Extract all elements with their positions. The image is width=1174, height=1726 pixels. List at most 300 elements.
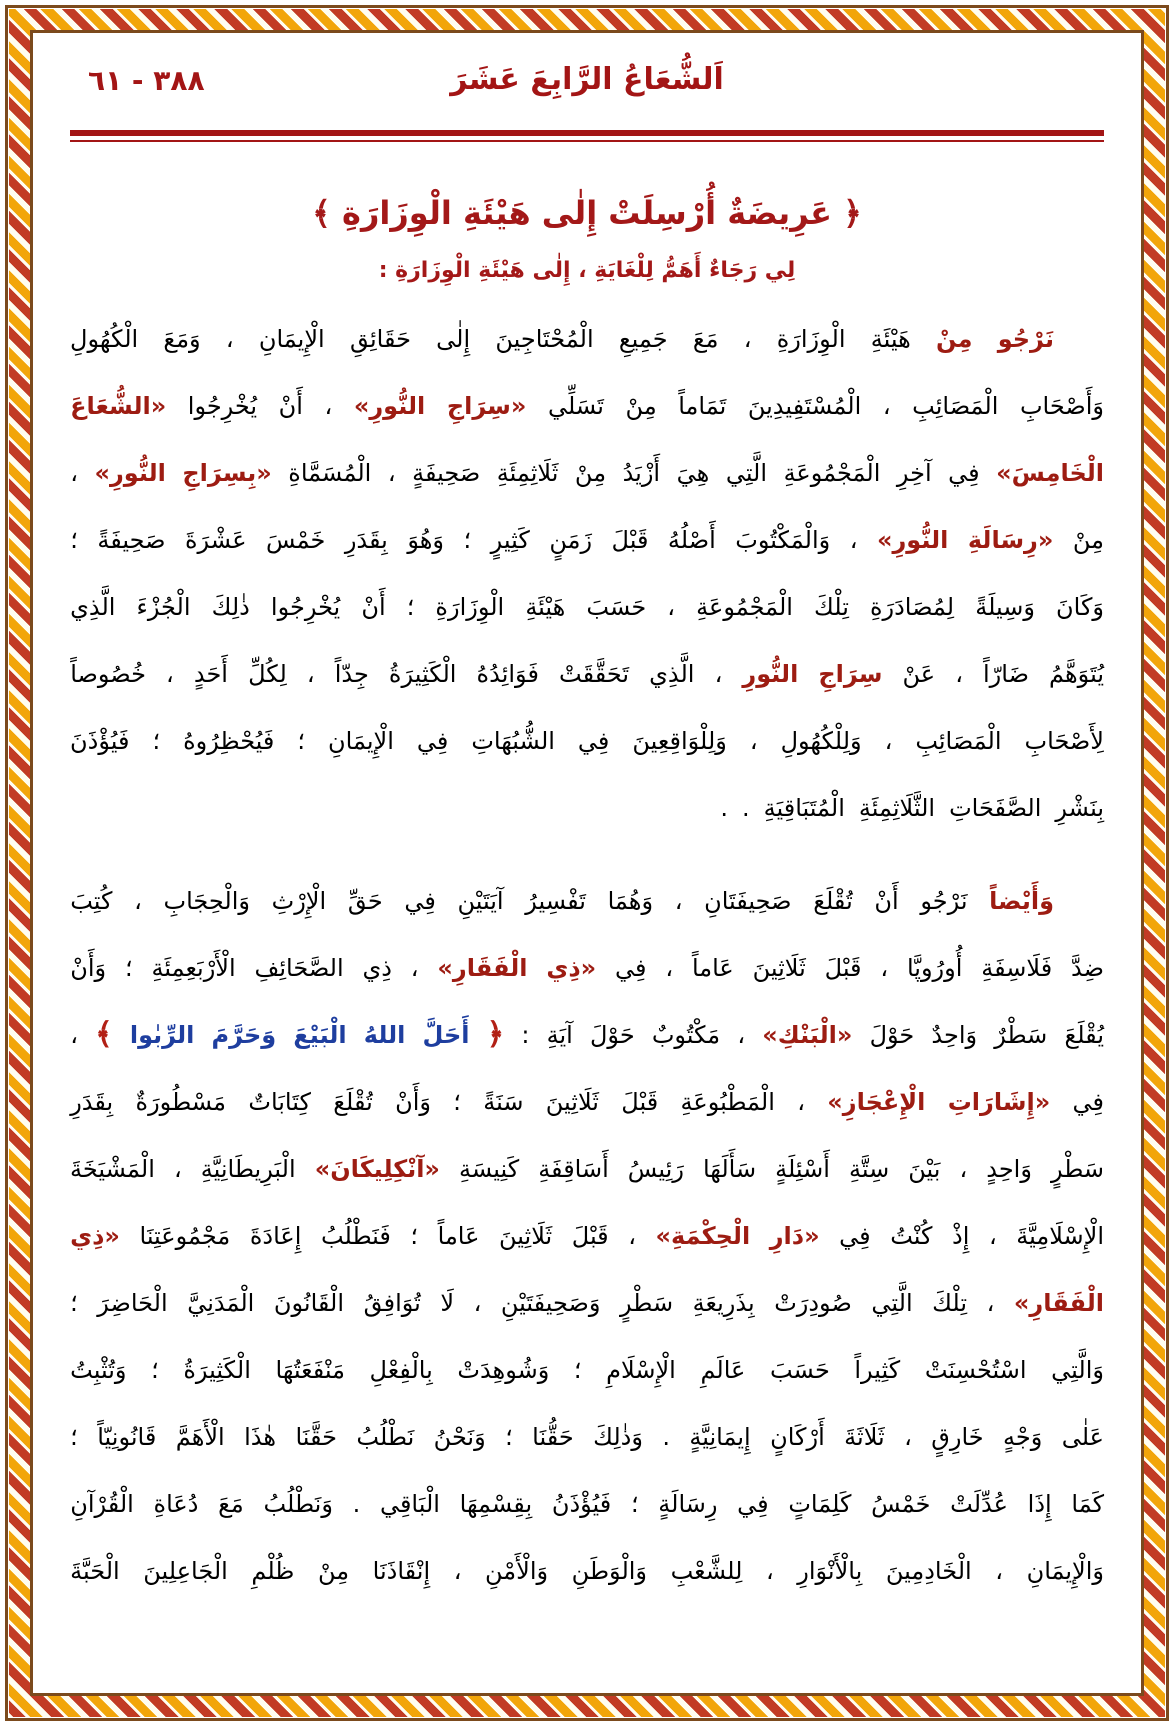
text-segment: وَالَّتِي <box>1051 1355 1104 1384</box>
text-segment: الْمَصَائِبِ <box>915 726 1002 755</box>
section-subtitle: لِي رَجَاءٌ أَهَمُّ لِلْغَايَةِ ، إِلٰى هَيْئَةِ الْوِزَارَةِ : <box>378 258 796 283</box>
text-segment: سَطْرٌ <box>994 1020 1048 1049</box>
text-segment: ، <box>959 1154 968 1183</box>
text-segment: وَهُمَا <box>607 886 654 915</box>
text-segment: وَأَصْحَابِ <box>1019 391 1104 420</box>
text-segment: ، <box>306 659 315 688</box>
text-segment: ظُلْمِ <box>251 1556 295 1585</box>
text-segment: ، <box>765 1556 774 1585</box>
text-segment: عَنْ <box>902 659 936 688</box>
text-segment: ، <box>849 525 858 554</box>
text-segment: ، <box>667 592 676 621</box>
text-segment: ، <box>880 953 889 982</box>
text-segment: مِنْ <box>317 1556 350 1585</box>
body-line <box>70 506 1104 573</box>
body-line <box>70 1135 1104 1202</box>
text-segment: هِيَ <box>676 458 710 487</box>
text-segment: خَمْسَ <box>266 525 326 554</box>
text-segment: ؛ <box>124 953 133 982</box>
text-segment: ، <box>410 953 419 982</box>
text-segment: الْإِيمَانِ <box>258 324 325 353</box>
text-segment: ثَلَاثِمِئَةِ <box>496 458 559 487</box>
text-segment: بِقَدَرِ <box>70 1087 114 1116</box>
text-segment: وَنَطْلُبُ <box>263 1489 333 1518</box>
text-segment: «ذِي <box>70 1221 120 1250</box>
text-segment: تِلْكَ <box>932 1288 968 1317</box>
text-segment: ؛ <box>297 726 306 755</box>
text-segment: أَسْئِلَةٍ <box>775 1154 830 1183</box>
text-segment: فِي <box>404 886 436 915</box>
text-segment: مَعَ <box>692 324 719 353</box>
text-segment: بَيْنَ <box>908 1154 941 1183</box>
page-header <box>70 62 1104 118</box>
text-segment: بِالْفِعْلِ <box>369 1355 433 1384</box>
text-segment: ؛ <box>152 726 161 755</box>
text-segment: الْمَجْمُوعَةِ <box>696 592 793 621</box>
text-segment: حَقُّنَا <box>532 1422 574 1451</box>
text-segment: فِي <box>615 953 647 982</box>
text-segment: كَثِيرٍ <box>490 525 530 554</box>
text-segment: رَئِيسُ <box>627 1154 684 1183</box>
text-segment: ، <box>134 886 142 915</box>
text-segment: دُعَاةِ <box>153 1489 199 1518</box>
text-segment: عَلٰى <box>1061 1422 1104 1451</box>
text-segment: مَعَ <box>218 1489 244 1518</box>
text-segment: قَبْلَ <box>824 953 862 982</box>
text-segment: النُّورِ <box>742 659 799 688</box>
text-segment: ؛ <box>406 592 415 621</box>
text-segment: صَحِيفَةً <box>97 525 166 554</box>
text-segment: تِلْكَ <box>814 592 849 621</box>
text-segment: ، <box>324 391 333 420</box>
text-segment: ؛ <box>151 1355 159 1384</box>
text-segment: وَشُوهِدَتْ <box>457 1355 550 1384</box>
text-segment: نَرْجُو <box>920 886 968 915</box>
text-segment: ، <box>743 324 752 353</box>
text-segment: قَبْلَ <box>611 525 649 554</box>
text-segment: عَشْرَةَ <box>184 525 247 554</box>
body-line <box>70 640 1104 707</box>
text-segment: الْبَاقِي <box>379 1489 440 1518</box>
text-segment: الْإِسْلَامِيَّةَ <box>1016 1221 1104 1250</box>
text-segment: الْمُسْتَفِيدِينَ <box>747 391 862 420</box>
body-line <box>70 1068 1104 1135</box>
text-segment: مَكْتُوبٌ <box>651 1020 721 1049</box>
text-segment: فَيُؤْذَنُ <box>551 1489 612 1518</box>
text-segment: ، <box>225 324 234 353</box>
text-segment: إِعَادَةَ <box>249 1221 302 1250</box>
text-segment: الْمَدَنِيَّ <box>187 1288 255 1317</box>
text-segment: وَالْأَمْنِ <box>485 1556 549 1585</box>
text-segment: الْبَيْعَ <box>293 1020 347 1049</box>
text-segment: أَنْ <box>361 592 386 621</box>
text-segment: «دَارِ <box>769 1221 820 1250</box>
text-segment: النُّورِ» <box>94 458 166 487</box>
text-segment: وَكَانَ <box>1056 592 1104 621</box>
text-segment: وَسِيلَةً <box>975 592 1035 621</box>
text-segment: أَنْ <box>278 391 303 420</box>
text-segment: أَسَاقِفَةِ <box>538 1154 609 1183</box>
body-line <box>70 1336 1104 1403</box>
text-segment: ؛ <box>70 1288 78 1317</box>
text-segment: فَيُحْظِرُوهُ <box>183 726 275 755</box>
text-segment: سَطْرٍ <box>1050 1154 1104 1183</box>
text-segment: ذٰلِكَ <box>211 592 250 621</box>
text-segment: الْكَثِيرَةُ <box>183 1355 251 1384</box>
text-segment: بِنَشْرِ <box>1055 793 1104 822</box>
text-segment: وَلِلْكُهُولِ <box>780 726 862 755</box>
text-segment: ، <box>628 1221 636 1250</box>
text-segment: ، <box>714 659 723 688</box>
body-line <box>70 305 1104 372</box>
text-segment: عَالَمِ <box>700 1355 746 1384</box>
text-segment: تَسَلِّي <box>547 391 604 420</box>
text-segment: ، <box>986 1288 995 1317</box>
text-segment: الْقُرْآنِ <box>70 1489 134 1518</box>
text-segment: وَاحِدٌ <box>931 1020 978 1049</box>
text-segment: ؛ <box>463 525 472 554</box>
text-segment: ، <box>904 1422 912 1451</box>
text-segment: كَمَا <box>1071 1489 1104 1518</box>
body-line <box>70 1202 1104 1269</box>
text-segment: . <box>720 793 728 822</box>
text-segment: فِي <box>737 1489 769 1518</box>
text-segment: فِي <box>1072 1087 1104 1116</box>
text-segment: الْإِرْثِ <box>271 886 327 915</box>
text-segment: اسْتُحْسِنَتْ <box>924 1355 1027 1384</box>
text-segment: مَنْفَعَتُهَا <box>275 1355 345 1384</box>
text-segment: أَرْكَانٍ <box>770 1422 825 1451</box>
text-segment: فِي <box>416 726 449 755</box>
text-segment: هَيْئَةِ <box>870 324 911 353</box>
text-segment: وَمَعَ <box>163 324 201 353</box>
text-segment: ، <box>674 886 683 915</box>
text-segment: وَأَنْ <box>395 1087 431 1116</box>
text-segment: «إِشَارَاتِ <box>947 1087 1051 1116</box>
text-segment: الْمَطْبُوعَةِ <box>680 1087 775 1116</box>
section-title: ﴿ عَرِيضَةٌ أُرْسِلَتْ إِلٰى هَيْئَةِ الْوِزَارَةِ ﴾ <box>312 194 862 232</box>
text-segment: وَجْهٍ <box>1003 1422 1043 1451</box>
text-segment: خَارِقٍ <box>931 1422 984 1451</box>
text-segment: مَجْمُوعَتِنَا <box>139 1221 231 1250</box>
text-segment: «سِرَاجِ <box>446 391 527 420</box>
text-segment: الْمَجْمُوعَةِ <box>783 458 881 487</box>
text-segment: ، <box>70 458 78 487</box>
text-segment: سِرَاجِ <box>818 659 883 688</box>
text-segment: قَانُونِيّاً <box>97 1422 157 1451</box>
text-segment: هَيْئَةِ <box>525 592 566 621</box>
text-segment: وَنَحْنُ <box>433 1422 486 1451</box>
text-segment: وَذٰلِكَ <box>593 1422 643 1451</box>
text-segment: لِمُصَادَرَةِ <box>869 592 955 621</box>
body-line <box>70 774 1104 841</box>
text-segment: حَقَّنَا <box>295 1422 337 1451</box>
text-segment: إِذَا <box>1027 1489 1052 1518</box>
text-segment: ضَارّاً <box>983 659 1029 688</box>
text-segment: الْحَاضِرَ <box>97 1288 168 1317</box>
text-segment: الْكَثِيرَةُ <box>388 659 457 688</box>
text-segment: ، <box>884 726 893 755</box>
text-segment: الْخَادِمِينَ <box>885 1556 972 1585</box>
text-segment: ثَلَاثِينَ <box>545 1087 599 1116</box>
text-segment: ؛ <box>630 1489 639 1518</box>
text-segment: الْخَامِسَ» <box>996 458 1104 487</box>
text-segment: بِذَرِيعَةِ <box>692 1288 755 1317</box>
decorative-border-frame <box>5 5 1169 1721</box>
text-segment: ثَلَاثَةَ <box>844 1422 885 1451</box>
text-segment: حَقَائِقِ <box>349 324 411 353</box>
text-segment: إِيمَانِيَّةٍ <box>689 1422 751 1451</box>
text-segment: إِذْ <box>952 1221 970 1250</box>
text-segment: ، <box>882 391 891 420</box>
text-segment: الْمَشْيَخَةَ <box>70 1154 155 1183</box>
text-segment: نَرْجُو <box>997 324 1054 353</box>
text-segment: ، <box>665 953 674 982</box>
text-segment: ، <box>955 659 963 688</box>
header-divider-rule <box>70 130 1104 142</box>
text-segment: الْفَقَارِ» <box>437 953 528 982</box>
text-segment: الْوِزَارَةِ <box>776 324 846 353</box>
body-line <box>70 573 1104 640</box>
text-segment: ؛ <box>573 1355 582 1384</box>
text-segment: اللهُ <box>363 1020 406 1049</box>
text-segment: صَحِيفَةٍ <box>412 458 481 487</box>
border-inner-line <box>30 30 1144 1696</box>
text-segment: أَحَدٍ <box>193 659 228 688</box>
text-segment: ثَلَاثِينَ <box>499 1221 553 1250</box>
text-segment: فِي <box>577 726 610 755</box>
text-segment: الصَّفَحَاتِ <box>949 793 1042 822</box>
text-segment: ؛ <box>70 1422 78 1451</box>
text-segment: عُدِّلَتْ <box>950 1489 1008 1518</box>
text-segment: نَطْلُبُ <box>356 1422 415 1451</box>
text-segment: كُنْتُ <box>890 1221 933 1250</box>
text-segment: بِالْأَنْوَارِ <box>797 1556 863 1585</box>
text-segment: الْكُهُولِ <box>70 324 139 353</box>
text-segment: ﴾ <box>95 1017 113 1052</box>
text-segment: مِنْ <box>574 458 607 487</box>
text-segment: حَسَبَ <box>769 1355 830 1384</box>
text-segment: . <box>741 793 750 822</box>
text-segment: النُّورِ» <box>353 391 426 420</box>
text-segment: وَأَنْ <box>70 953 107 982</box>
text-segment: الْأَهَمَّ <box>175 1422 225 1451</box>
body-line <box>70 372 1104 439</box>
text-segment: ؛ <box>410 1221 419 1250</box>
text-segment: وَهُوَ <box>407 525 445 554</box>
text-segment: الَّتِي <box>725 458 768 487</box>
text-segment: فَلَاسِفَةِ <box>981 953 1053 982</box>
text-segment: أَصْلُهُ <box>667 525 716 554</box>
text-segment: لَا <box>440 1288 455 1317</box>
text-segment: مِنْ <box>625 391 657 420</box>
text-segment: الشُّبُهَاتِ <box>471 726 555 755</box>
text-segment: فَيُؤْذَنَ <box>70 726 130 755</box>
text-segment: جَمِيعِ <box>618 324 668 353</box>
body-line <box>70 867 1104 934</box>
text-segment: «ذِي <box>546 953 597 982</box>
book-title: اَلشُّعَاعُ الرَّابِعَ عَشَرَ <box>450 62 724 97</box>
text-segment: كَنِيسَةِ <box>458 1154 520 1183</box>
text-segment: الَّذِي <box>70 592 116 621</box>
text-segment: يُقْلَعَ <box>1064 1020 1104 1049</box>
text-segment: تَفْسِيرُ <box>525 886 586 915</box>
text-segment: ، <box>749 726 758 755</box>
text-segment: كَلِمَاتٍ <box>788 1489 852 1518</box>
text-segment: فِي <box>839 1221 871 1250</box>
text-segment: «بِسِرَاجِ <box>182 458 272 487</box>
text-segment: «رِسَالَةِ <box>967 525 1054 554</box>
text-segment: الْمُحْتَاجِينَ <box>495 324 594 353</box>
text-segment: : <box>521 1020 530 1049</box>
text-segment: الْجُزْءَ <box>136 592 191 621</box>
text-segment: مِنْ <box>1072 525 1104 554</box>
text-segment: الْقَانُونَ <box>273 1288 345 1317</box>
text-segment: الرِّبٰوا <box>129 1020 195 1049</box>
body-line <box>70 934 1104 1001</box>
text-segment: «الْبَنْكِ» <box>762 1020 853 1049</box>
text-segment: الْبَرِيطَانِيَّةِ <box>200 1154 296 1183</box>
text-segment: يُتَوَهَّمُ <box>1049 659 1104 688</box>
text-segment: ، <box>387 458 396 487</box>
text-segment: سَأَلَهَا <box>702 1154 757 1183</box>
text-segment: ، <box>797 1087 805 1116</box>
text-segment: تَمَاماً <box>678 391 727 420</box>
text-segment: يُخْرِجُوا <box>187 391 258 420</box>
text-segment: الْحِكْمَةِ» <box>655 1221 751 1250</box>
text-segment: آيَةِ <box>546 1020 573 1049</box>
text-segment: مَسْطُورَةٌ <box>135 1087 227 1116</box>
text-segment: هٰذَا <box>244 1422 277 1451</box>
text-segment: إِنْقَاذَنَا <box>372 1556 431 1585</box>
text-segment: ؛ <box>70 525 78 554</box>
text-segment: ، <box>70 1020 78 1049</box>
text-segment: خَمْسُ <box>871 1489 931 1518</box>
text-segment: حَوْلَ <box>869 1020 915 1049</box>
text-segment: لِكُلِّ <box>248 659 287 688</box>
text-segment: تُقْلَعَ <box>813 886 853 915</box>
text-segment: لِلشَّعْبِ <box>670 1556 743 1585</box>
text-segment: عَاماً <box>691 953 734 982</box>
text-segment: وَأَيْضاً <box>989 886 1054 915</box>
page-content <box>36 36 1138 1690</box>
text-segment: ثَلَاثِينَ <box>752 953 806 982</box>
text-segment: الْفَقَارِ» <box>1013 1288 1104 1317</box>
body-line <box>70 1269 1104 1336</box>
text-segment: الْمُسَمَّاةِ <box>288 458 372 487</box>
text-segment: تُوَافِقُ <box>363 1288 421 1317</box>
text-segment: وَلِلْوَاقِعِينَ <box>632 726 727 755</box>
text-segment: كُتِبَ <box>70 886 113 915</box>
text-segment: الْأَرْبَعِمِئَةِ <box>151 953 236 982</box>
text-segment: الَّذِي <box>649 659 695 688</box>
text-segment: حَقِّ <box>347 886 383 915</box>
paragraph <box>70 305 1104 841</box>
text-segment: زَمَنٍ <box>549 525 593 554</box>
body-line <box>70 1403 1104 1470</box>
text-segment: ضِدَّ <box>1071 953 1104 982</box>
text-segment: وَحَرَّمَ <box>211 1020 277 1049</box>
text-segment: ذِي <box>362 953 392 982</box>
text-segment: . <box>352 1489 361 1518</box>
text-segment: «آنْكِلِيكَانَ» <box>314 1154 440 1183</box>
text-segment: كَثِيراً <box>854 1355 901 1384</box>
text-segment: تُقْلَعَ <box>333 1087 373 1116</box>
text-segment: آيَتَيْنِ <box>457 886 504 915</box>
text-segment: الَّتِي <box>871 1288 913 1317</box>
text-segment: خُصُوصاً <box>70 659 146 688</box>
text-segment: الصَّحَائِفِ <box>254 953 344 982</box>
text-segment: ، <box>453 1556 462 1585</box>
text-segment: الْحَبَّةَ <box>70 1556 120 1585</box>
text-segment: جِدّاً <box>334 659 369 688</box>
text-segment: وَالْحِجَابِ <box>163 886 250 915</box>
body-line <box>70 1470 1104 1537</box>
text-segment: تَحَقَّقَتْ <box>559 659 630 688</box>
text-segment: ﴿ <box>486 1017 505 1052</box>
border-chain-pattern <box>9 9 1165 1717</box>
text-segment: سَنَةً <box>483 1087 524 1116</box>
text-segment: صُودِرَتْ <box>774 1288 852 1317</box>
text-segment: وَالْإِيمَانِ <box>1026 1556 1104 1585</box>
text-segment: إِلٰى <box>436 324 471 353</box>
text-segment: فَوَائِدُهُ <box>476 659 539 688</box>
body-line <box>70 1537 1104 1604</box>
text-segment: كِتَابَاتٌ <box>248 1087 311 1116</box>
paragraph <box>70 867 1104 1604</box>
text-segment: الثَّلَاثِمِئَةِ <box>858 793 936 822</box>
text-segment: بِقَدَرِ <box>344 525 388 554</box>
text-segment: ، <box>995 1556 1003 1585</box>
text-segment: ، <box>173 1154 182 1183</box>
text-segment: قَبْلَ <box>571 1221 609 1250</box>
text-segment: سَطْرٍ <box>620 1288 674 1317</box>
text-segment: ، <box>737 1020 746 1049</box>
text-segment: حَوْلَ <box>589 1020 635 1049</box>
body-line <box>70 1001 1104 1068</box>
text-segment: الْوِزَارَةِ <box>435 592 505 621</box>
text-segment: ؛ <box>505 1422 513 1451</box>
text-segment: أَنْ <box>874 886 899 915</box>
text-segment: وَاحِدٍ <box>986 1154 1032 1183</box>
body <box>70 305 1104 1604</box>
text-segment: أُورُوپَّا <box>906 953 963 982</box>
text-segment: أَزْيَدُ <box>622 458 661 487</box>
text-segment: رِسَالَةٍ <box>658 1489 718 1518</box>
text-segment: الْمَصَائِبِ <box>912 391 999 420</box>
text-segment: حَسَبَ <box>586 592 647 621</box>
text-segment: مِنْ <box>936 324 973 353</box>
text-segment: الْجَاعِلِينَ <box>143 1556 228 1585</box>
page-number: ٦١ - ٣٨٨ <box>88 64 205 97</box>
text-segment: عَاماً <box>437 1221 480 1250</box>
text-segment: الْإِعْجَازِ» <box>827 1087 926 1116</box>
body-line <box>70 707 1104 774</box>
text-segment: سِتَّةِ <box>848 1154 890 1183</box>
text-segment: ، <box>473 1288 482 1317</box>
text-segment: وَتُثْبِتُ <box>70 1355 127 1384</box>
text-segment: يُخْرِجُوا <box>270 592 341 621</box>
text-segment: الْإِيمَانِ <box>328 726 394 755</box>
text-segment: الْمُتَبَاقِيَةِ <box>763 793 845 822</box>
text-segment: بِقِسْمِهَا <box>459 1489 533 1518</box>
text-segment: فِي <box>948 458 980 487</box>
text-segment: وَالْمَكْتُوبَ <box>735 525 831 554</box>
text-segment: وَالْوَطَنِ <box>571 1556 648 1585</box>
text-segment: . <box>662 1422 670 1451</box>
text-segment: أَحَلَّ <box>422 1020 470 1049</box>
text-segment: صَحِيفَتَانِ <box>704 886 792 915</box>
